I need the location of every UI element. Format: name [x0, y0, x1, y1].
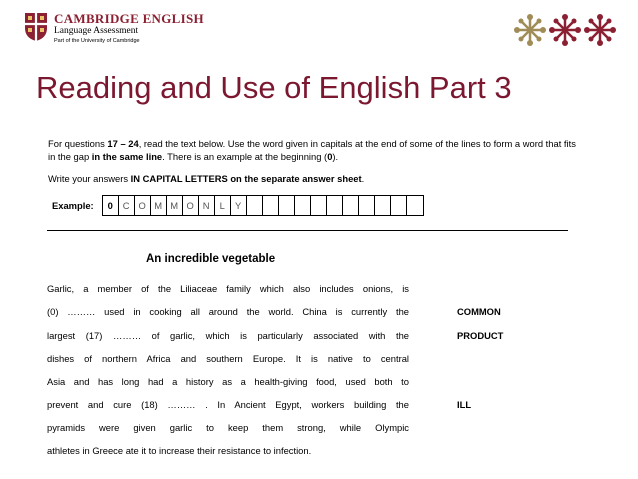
text-line: athletes in Greece ate it to increase their resistance to infection.: [47, 445, 312, 456]
example-letter-cell: [263, 196, 279, 215]
text-line: (0) ……… used in cooking all around the world. China is currently the: [47, 306, 409, 317]
example-letter-cell: C: [119, 196, 135, 215]
example-letter-cell: [407, 196, 423, 215]
example-letter-cell: [343, 196, 359, 215]
instr-emphasis: IN CAPITAL LETTERS on the separate answer sheet: [130, 173, 362, 184]
cambridge-logo: [24, 12, 204, 44]
example-letter-cell: N: [199, 196, 215, 215]
example-letter-cell: [247, 196, 263, 215]
example-letter-cell: [295, 196, 311, 215]
keyword-product: PRODUCT: [457, 330, 504, 341]
text-line: dishes of northern Africa and southern Europe. It is native to central: [47, 353, 409, 364]
instr-question-range: 17 – 24: [107, 138, 139, 149]
example-letter-cell: L: [215, 196, 231, 215]
article-title: An incredible vegetable: [146, 253, 276, 265]
instr-emphasis: in the same line: [91, 151, 163, 162]
brand-name: CAMBRIDGE ENGLISH: [54, 11, 204, 26]
instr-text: ).: [332, 151, 339, 162]
example-letter-cell: [279, 196, 295, 215]
instr-text: , read the text below. Use the word given in capitals at the end of some of the lines to form a word that fits in the gap: [48, 138, 576, 162]
instr-text: For questions: [48, 138, 108, 149]
instr-example-number: 0: [327, 151, 333, 162]
example-letter-cell: [327, 196, 343, 215]
brand-subtitle: Language Assessment: [54, 26, 139, 36]
example-answer-grid: [102, 195, 424, 216]
example-letter-cell: [375, 196, 391, 215]
divider: [47, 230, 568, 231]
keyword-common: COMMON: [457, 306, 501, 317]
example-letter-cell: M: [167, 196, 183, 215]
example-number-cell: 0: [103, 196, 119, 215]
example-row: [52, 195, 424, 216]
instr-text: . There is an example at the beginning (: [162, 151, 328, 162]
brand-affiliation: Part of the University of Cambridge: [54, 37, 140, 44]
text-line: largest (17) ……… of garlic, which is particularly associated with the: [47, 330, 409, 341]
brand-text: [54, 12, 204, 44]
snowflake-icon: [584, 14, 616, 46]
instructions: [48, 137, 578, 163]
example-letter-cell: Y: [231, 196, 247, 215]
decorative-snowflakes: [514, 14, 616, 46]
text-line: Asia and has long had a history as a health-giving food, used both to: [47, 376, 409, 387]
answer-instructions: [48, 173, 364, 184]
text-line: pyramids were given garlic to keep them strong, while Olympic: [47, 422, 409, 433]
example-letter-cell: [391, 196, 407, 215]
example-letter-cell: O: [183, 196, 199, 215]
cambridge-shield-icon: [24, 12, 48, 42]
slide-title: Reading and Use of English Part 3: [36, 70, 512, 105]
example-letter-cell: M: [151, 196, 167, 215]
example-label: Example:: [52, 200, 94, 211]
instr-text: .: [361, 173, 365, 184]
example-letter-cell: O: [135, 196, 151, 215]
example-letter-cell: [359, 196, 375, 215]
keyword-ill: ILL: [457, 399, 472, 410]
snowflake-icon: [549, 14, 581, 46]
text-line: Garlic, a member of the Liliaceae family which also includes onions, is: [47, 283, 409, 294]
instr-text: Write your answers: [48, 173, 131, 184]
text-line: prevent and cure (18) ……… . In Ancient Egypt, workers building the: [47, 399, 409, 410]
example-letter-cell: [311, 196, 327, 215]
snowflake-icon: [514, 14, 546, 46]
